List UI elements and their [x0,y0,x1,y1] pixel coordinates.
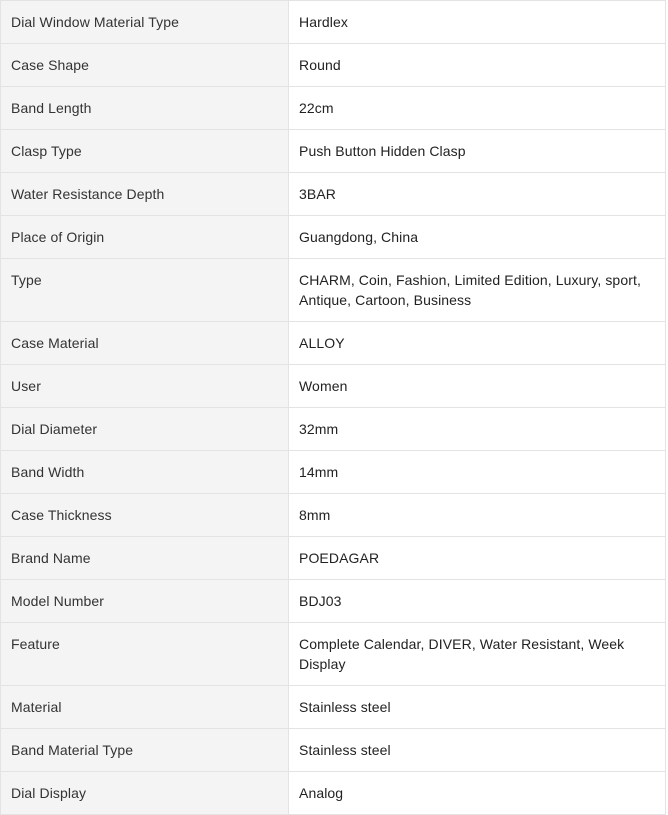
spec-label: Band Material Type [1,729,289,772]
spec-row-case-thickness [1,494,666,537]
spec-row-case-shape [1,44,666,87]
spec-label: Feature [1,623,289,686]
spec-value: CHARM, Coin, Fashion, Limited Edition, Luxury, sport, Antique, Cartoon, Business [289,259,666,322]
spec-label: Band Width [1,451,289,494]
spec-label: Band Length [1,87,289,130]
spec-label: Dial Diameter [1,408,289,451]
spec-value: ALLOY [289,322,666,365]
spec-value: Stainless steel [289,729,666,772]
spec-value: Push Button Hidden Clasp [289,130,666,173]
spec-row-brand-name [1,537,666,580]
spec-value: 22cm [289,87,666,130]
spec-value: Complete Calendar, DIVER, Water Resistant, Week Display [289,623,666,686]
spec-row-model-number [1,580,666,623]
spec-row-feature [1,623,666,686]
spec-value: POEDAGAR [289,537,666,580]
spec-label: Brand Name [1,537,289,580]
spec-row-material [1,686,666,729]
spec-label: Material [1,686,289,729]
spec-value: Women [289,365,666,408]
spec-row-type [1,259,666,322]
spec-row-band-material-type [1,729,666,772]
spec-label: Model Number [1,580,289,623]
spec-row-band-width [1,451,666,494]
spec-row-user [1,365,666,408]
spec-row-dial-display [1,772,666,815]
spec-row-clasp-type [1,130,666,173]
spec-row-place-of-origin [1,216,666,259]
spec-value: Hardlex [289,1,666,44]
spec-value: BDJ03 [289,580,666,623]
spec-label: Case Shape [1,44,289,87]
spec-row-dial-diameter [1,408,666,451]
spec-label: Dial Display [1,772,289,815]
spec-label: Water Resistance Depth [1,173,289,216]
spec-value: 32mm [289,408,666,451]
spec-value: Round [289,44,666,87]
spec-label: Case Thickness [1,494,289,537]
spec-row-case-material [1,322,666,365]
spec-value: 3BAR [289,173,666,216]
spec-row-band-length [1,87,666,130]
spec-value: 14mm [289,451,666,494]
spec-label: Clasp Type [1,130,289,173]
spec-value: Analog [289,772,666,815]
spec-label: Dial Window Material Type [1,1,289,44]
spec-value: Stainless steel [289,686,666,729]
spec-row-water-resistance-depth [1,173,666,216]
spec-label: User [1,365,289,408]
spec-value: Guangdong, China [289,216,666,259]
spec-label: Case Material [1,322,289,365]
spec-row-dial-window-material-type [1,1,666,44]
spec-label: Type [1,259,289,322]
spec-value: 8mm [289,494,666,537]
spec-label: Place of Origin [1,216,289,259]
